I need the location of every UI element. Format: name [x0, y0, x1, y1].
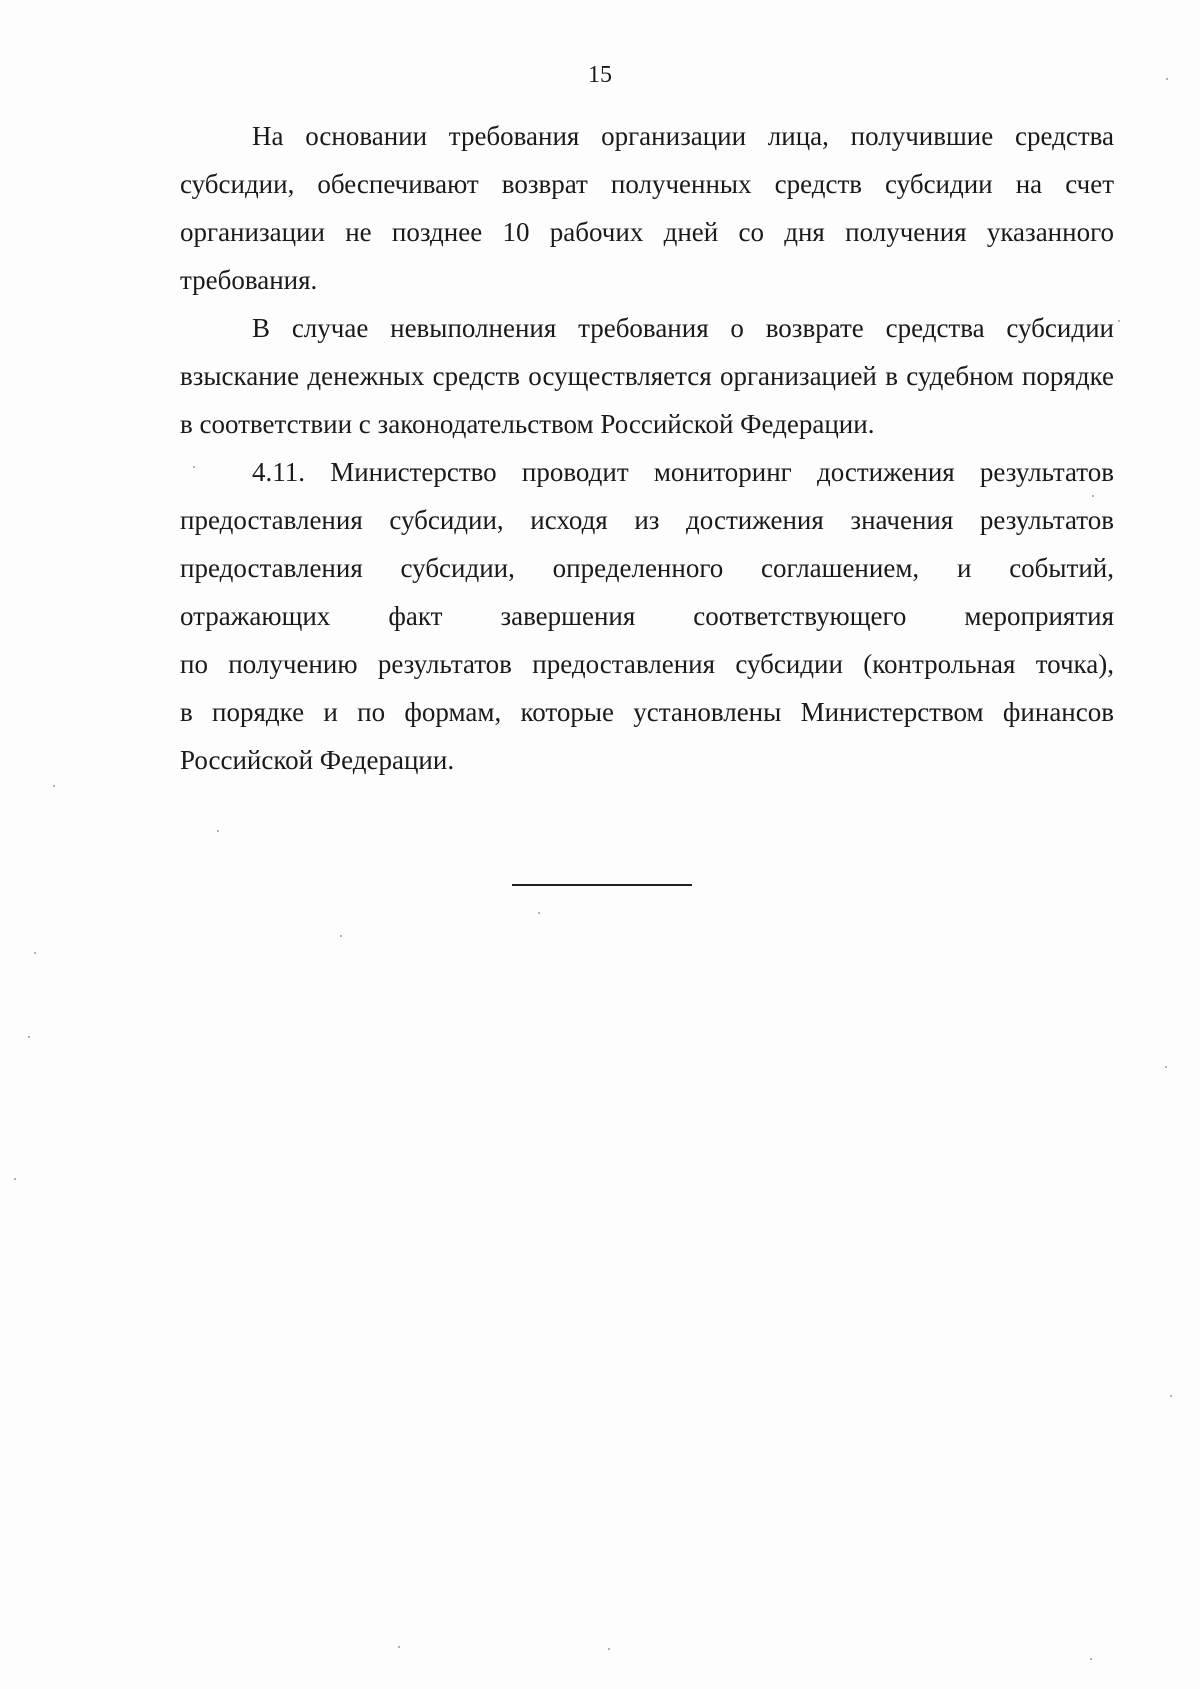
text-line: предоставления субсидии, исходя из достижения значения результатов: [180, 505, 1114, 535]
text-line: отражающих факт завершения соответствующего мероприятия: [180, 601, 1114, 631]
scan-speck: [1166, 78, 1168, 80]
scan-speck: [14, 1178, 16, 1180]
scan-speck: [53, 785, 55, 787]
scan-speck: [1165, 1066, 1167, 1068]
scan-speck: [1092, 495, 1094, 497]
scan-speck: [398, 1646, 400, 1648]
page-number: 15: [588, 62, 612, 88]
text-line: взыскание денежных средств осуществляется организацией в судебном порядке: [180, 361, 1114, 391]
text-line: В случае невыполнения требования о возврате средства субсидии: [252, 313, 1114, 343]
text-line: в соответствии с законодательством Российской Федерации.: [180, 409, 875, 439]
end-separator-line: [512, 884, 692, 886]
scan-speck: [538, 912, 540, 914]
scan-speck: [1118, 320, 1120, 322]
text-line: Российской Федерации.: [180, 745, 455, 775]
scan-speck: [193, 466, 195, 468]
text-line: 4.11. Министерство проводит мониторинг достижения результатов: [252, 457, 1114, 487]
scan-speck: [340, 935, 342, 937]
scan-speck: [1170, 1395, 1172, 1397]
text-line: На основании требования организации лица, получившие средства: [252, 121, 1114, 151]
paragraph-refund-requirement: [180, 112, 1114, 304]
text-line: предоставления субсидии, определенного соглашением, и событий,: [180, 553, 1114, 583]
text-line: требования.: [180, 265, 318, 295]
scan-speck: [28, 1036, 30, 1038]
scan-speck: [608, 1648, 610, 1650]
paragraph-court-recovery: [180, 304, 1114, 448]
paragraph-4-11-monitoring: [180, 448, 1114, 784]
scan-speck: [217, 830, 219, 832]
text-line: по получению результатов предоставления субсидии (контрольная точка),: [180, 649, 1114, 679]
document-body: [180, 112, 1114, 784]
text-line: субсидии, обеспечивают возврат полученных средств субсидии на счет: [180, 169, 1114, 199]
scan-speck: [34, 952, 36, 954]
text-line: организации не позднее 10 рабочих дней со дня получения указанного: [180, 217, 1114, 247]
scan-speck: [1090, 1658, 1092, 1660]
text-line: в порядке и по формам, которые установлены Министерством финансов: [180, 697, 1114, 727]
